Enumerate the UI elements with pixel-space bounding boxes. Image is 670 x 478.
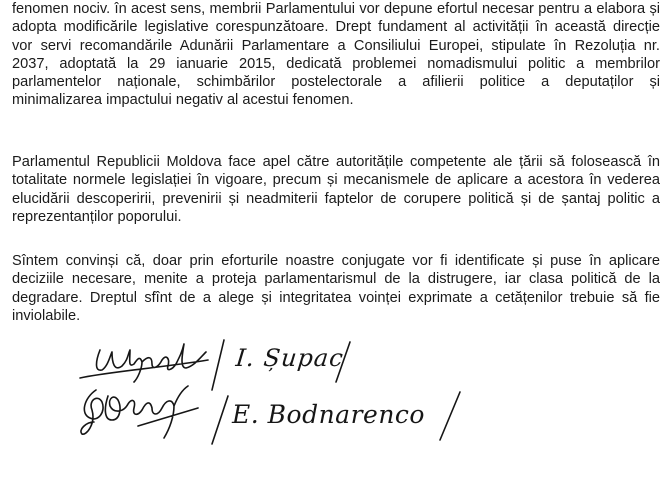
text-line: minimalizarea impactului negativ al acestui fenomen. <box>12 92 354 109</box>
text-line: parlamentelor naționale, schimbărilor postelectorale a afilierii politice a deputaților și <box>12 74 660 91</box>
signature-2-end-slash <box>440 392 460 440</box>
signature-2-slash <box>212 396 228 444</box>
text-line: totalitate normele legislației în vigoare, precum și mecanismele de aplicare a acestora în vederea <box>12 172 660 189</box>
text-line: vor servi recomandările Adunării Parlamentare a Consiliului Europei, stipulate în Rezoluția nr. <box>12 37 660 54</box>
signature-2-name: E. Bodnarenco <box>232 400 425 429</box>
text-line: Parlamentul Republicii Moldova face apel către autoritățile competente ale țării să folosească în <box>12 154 660 170</box>
signature-1-scrawl <box>80 344 208 382</box>
text-line: reprezentanților poporului. <box>12 208 182 225</box>
paragraph-2 <box>12 153 660 226</box>
paragraph-1 <box>12 0 660 110</box>
text-line: Sîntem convinși că, doar prin eforturile noastre conjugate vor fi identificate și puse în aplicare <box>12 253 660 269</box>
text-line: degradare. Dreptul sfînt de a alege și integritatea voinței exprimate a cetățenilor trebuie să fie <box>12 289 660 306</box>
text-line: elucidării descoperirii, prevenirii și neadmiterii faptelor de corupere politică și de șantaj politic a <box>12 190 660 207</box>
signature-1-slash <box>212 340 224 390</box>
signature-block <box>78 338 498 478</box>
text-line: fenomen nociv. în acest sens, membrii Parlamentului vor depune efortul necesar pentru a elabora și <box>12 1 660 17</box>
text-line: 2037, adoptată la 29 ianuarie 2015, dedicată problemei nomadismului politic a membrilor <box>12 55 660 72</box>
text-line: inviolabile. <box>12 307 81 324</box>
signature-2-scrawl <box>81 386 198 438</box>
paragraph-3 <box>12 252 660 325</box>
signature-1-name: I. Șupac <box>234 344 346 372</box>
text-line: deciziile necesare, menite a proteja parlamentarismul de la distrugere, iar clasa politică de la <box>12 271 660 288</box>
text-line: adopta modificările legislative corespunzătoare. Drept fundament al activității în această direcție <box>12 19 660 36</box>
